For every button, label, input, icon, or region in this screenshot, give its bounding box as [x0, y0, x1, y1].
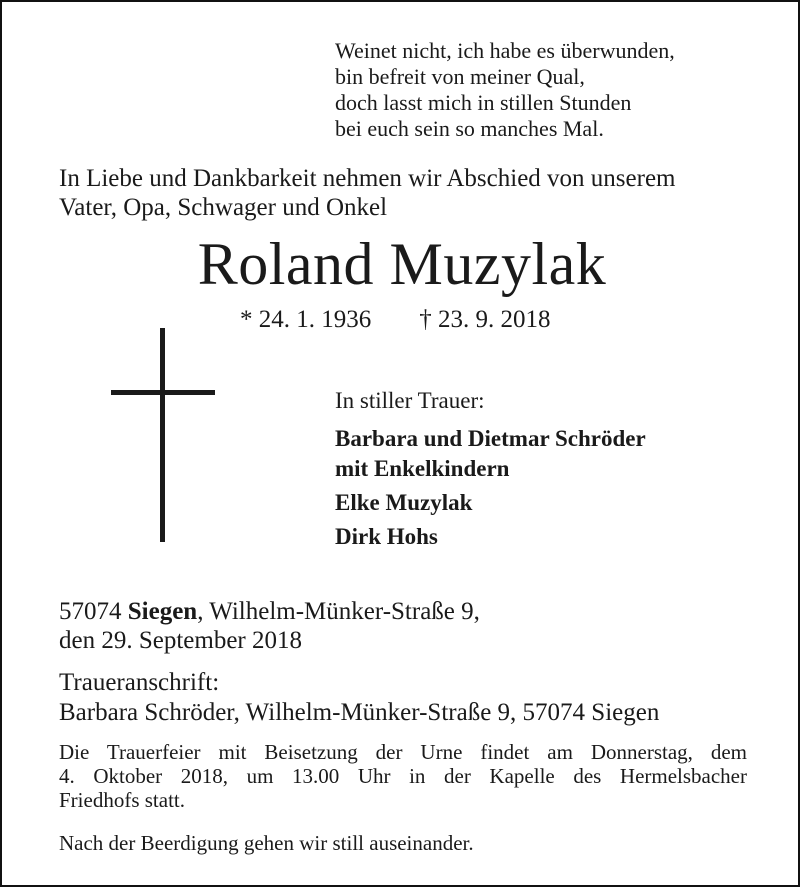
poem-line: doch lasst mich in stillen Stunden: [335, 90, 632, 115]
ceremony-line: 4. Oktober 2018, um 13.00 Uhr in der Kapelle des Hermelsbacher: [59, 764, 747, 788]
mourners-heading: In stiller Trauer:: [335, 388, 485, 413]
intro-text: [59, 164, 676, 222]
street: , Wilhelm-Münker-Straße 9,: [197, 598, 480, 625]
mourner-name: Elke Muzylak: [335, 490, 473, 515]
mourners-list: [335, 386, 646, 556]
poem-line: Weinet nicht, ich habe es überwunden,: [335, 38, 675, 63]
closing-text: Nach der Beerdigung gehen wir still auseinander.: [59, 831, 474, 855]
notice-date: den 29. September 2018: [59, 627, 303, 654]
ceremony-line: Die Trauerfeier mit Beisetzung der Urne findet am Donnerstag, dem: [59, 740, 747, 764]
life-dates: [240, 305, 551, 335]
city: Siegen: [127, 598, 198, 625]
postcode: 57074: [59, 598, 122, 625]
ceremony-line: Friedhofs statt.: [59, 788, 185, 812]
poem: [335, 38, 675, 142]
condolence-line: Barbara Schröder, Wilhelm-Münker-Straße 9, 57074 Siegen: [59, 699, 660, 726]
poem-line: bei euch sein so manches Mal.: [335, 116, 604, 141]
cross-icon: [160, 328, 165, 542]
deceased-name: Roland Muzylak: [197, 231, 607, 297]
intro-line: Vater, Opa, Schwager und Onkel: [59, 194, 388, 221]
condolence-label: Traueranschrift:: [59, 669, 220, 696]
cross-icon-bar: [111, 390, 215, 395]
death-date: † 23. 9. 2018: [419, 306, 551, 333]
mourner-name: mit Enkelkindern: [335, 456, 510, 481]
mourner-group: [335, 424, 646, 484]
place-and-date: [59, 597, 480, 655]
birth-date: * 24. 1. 1936: [240, 306, 372, 333]
mourner-name: Barbara und Dietmar Schröder: [335, 426, 646, 451]
mourner-name: Dirk Hohs: [335, 524, 438, 549]
poem-line: bin befreit von meiner Qual,: [335, 64, 585, 89]
address-line: [59, 597, 480, 626]
condolence-address: [59, 668, 659, 728]
ceremony-text: [59, 740, 747, 812]
intro-line: In Liebe und Dankbarkeit nehmen wir Abschied von unserem: [59, 165, 676, 192]
